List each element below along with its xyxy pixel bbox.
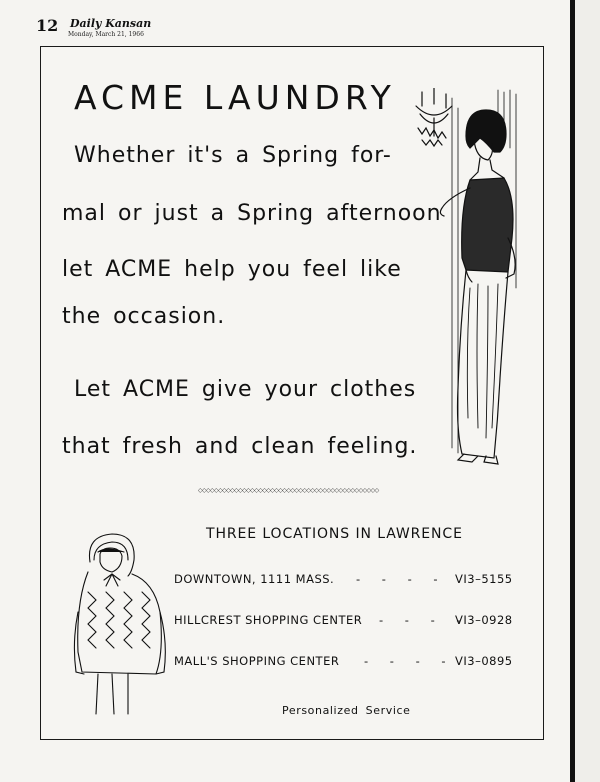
ornamental-divider: ◇◇◇◇◇◇◇◇◇◇◇◇◇◇◇◇◇◇◇◇◇◇◇◇◇◇◇◇◇◇◇◇◇◇◇◇◇◇◇◇◇◇◇◇◇ bbox=[198, 487, 379, 494]
ad-body-line: the occasion. bbox=[62, 304, 226, 329]
location-phone: VI3–5155 bbox=[455, 572, 513, 586]
page-number: 12 bbox=[36, 16, 59, 35]
location-name: MALL'S SHOPPING CENTER bbox=[174, 654, 340, 668]
adjacent-page-edge bbox=[575, 0, 600, 782]
footer-tagline: Personalized Service bbox=[282, 704, 411, 717]
ad-body-line: Whether it's a Spring for- bbox=[74, 143, 392, 168]
location-dots: - - - - bbox=[356, 572, 447, 586]
location-row bbox=[174, 613, 522, 629]
location-row bbox=[174, 654, 522, 670]
location-name: DOWNTOWN, 1111 MASS. bbox=[174, 572, 335, 586]
paper-date: Monday, March 21, 1966 bbox=[68, 31, 144, 38]
ad-heading: ACME LAUNDRY bbox=[74, 78, 396, 117]
location-dots: - - - - bbox=[364, 654, 455, 668]
ad-body-line: mal or just a Spring afternoon bbox=[62, 201, 442, 226]
ad-body-line: Let ACME give your clothes bbox=[74, 377, 417, 402]
woman-in-gown-illustration bbox=[408, 88, 528, 468]
girl-in-hooded-sweater-illustration bbox=[72, 532, 170, 717]
location-row bbox=[174, 572, 522, 588]
paper-name: Daily Kansan bbox=[70, 17, 152, 30]
ad-body-line: let ACME help you feel like bbox=[62, 257, 402, 282]
location-name: HILLCREST SHOPPING CENTER bbox=[174, 613, 363, 627]
location-dots: - - - - bbox=[379, 613, 470, 627]
ad-body-line: that fresh and clean feeling. bbox=[62, 434, 418, 459]
locations-title: THREE LOCATIONS IN LAWRENCE bbox=[206, 526, 463, 542]
location-phone: VI3–0928 bbox=[455, 613, 513, 627]
location-phone: VI3–0895 bbox=[455, 654, 513, 668]
